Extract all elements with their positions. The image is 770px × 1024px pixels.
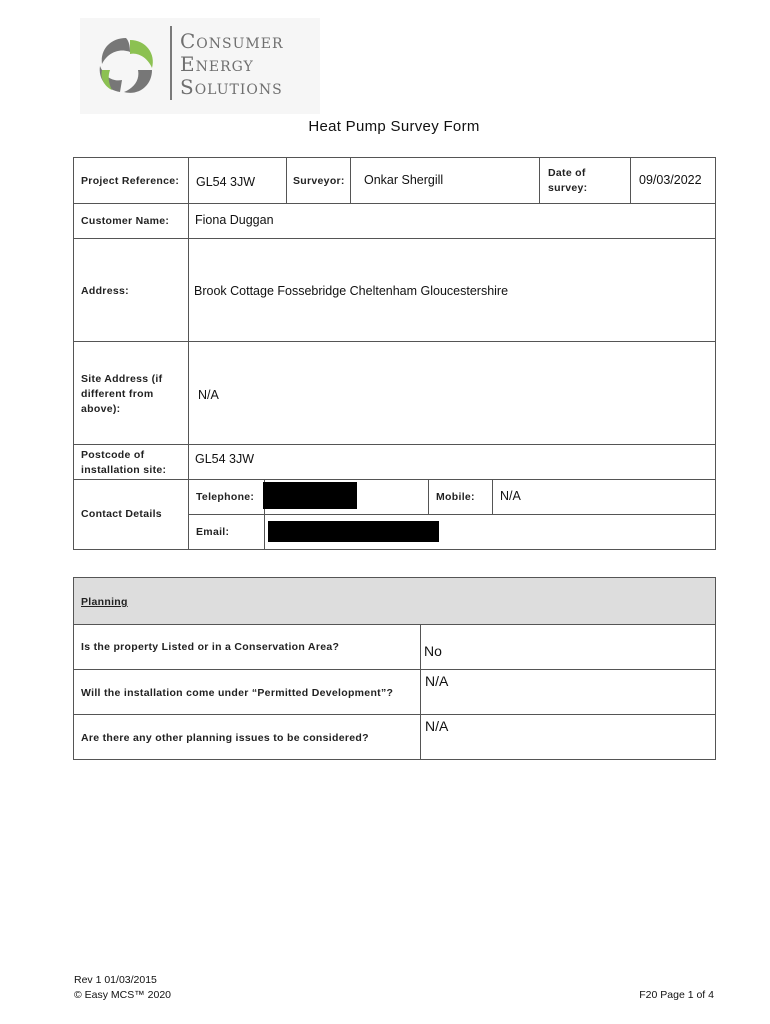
site-address-label <box>81 372 162 417</box>
telephone-label: Telephone: <box>196 491 255 503</box>
date-label-line-1: Date of <box>548 167 586 179</box>
planning-question-cell <box>73 714 421 760</box>
site-address-value: N/A <box>198 388 219 402</box>
postcode-label <box>81 448 166 478</box>
form-title: Heat Pump Survey Form <box>308 118 480 135</box>
customer-name-label-cell <box>73 203 189 239</box>
telephone-label-cell <box>188 479 265 515</box>
project-reference-field[interactable] <box>188 157 287 204</box>
planning-answer: N/A <box>425 718 449 734</box>
address-field[interactable] <box>188 238 716 342</box>
logo-divider <box>170 26 172 100</box>
site-address-label-line-1: Site Address (if <box>81 373 163 385</box>
address-label-cell <box>73 238 189 342</box>
postcode-label-cell <box>73 444 189 480</box>
surveyor-value: Onkar Shergill <box>364 173 444 187</box>
planning-answer: No <box>424 643 442 659</box>
logo-line-3: Solutions <box>180 75 283 99</box>
logo-line-2: Energy <box>180 52 254 76</box>
address-label: Address: <box>81 285 129 297</box>
email-label: Email: <box>196 526 230 538</box>
planning-heading: Planning <box>81 596 128 608</box>
planning-answer-field[interactable] <box>420 669 716 715</box>
address-value: Brook Cottage Fossebridge Cheltenham Gloucestershire <box>194 284 509 298</box>
planning-question: Will the installation come under “Permitted Development”? <box>81 687 394 699</box>
project-reference-label-cell <box>73 157 189 204</box>
mobile-field[interactable] <box>492 479 716 515</box>
swirl-logo-icon <box>90 30 162 102</box>
planning-question: Is the property Listed or in a Conservation Area? <box>81 641 340 653</box>
date-field[interactable] <box>630 157 716 204</box>
planning-question-cell <box>73 669 421 715</box>
planning-header <box>73 577 716 625</box>
postcode-label-line-1: Postcode of <box>81 449 145 461</box>
email-field[interactable] <box>264 514 716 550</box>
postcode-value: GL54 3JW <box>195 452 255 466</box>
planning-answer-field[interactable] <box>420 714 716 760</box>
planning-question: Are there any other planning issues to be considered? <box>81 732 369 744</box>
mobile-value: N/A <box>500 489 521 503</box>
postcode-field[interactable] <box>188 444 716 480</box>
project-reference-value: GL54 3JW <box>196 175 256 189</box>
telephone-redaction <box>263 482 357 509</box>
customer-name-label: Customer Name: <box>81 215 170 227</box>
logo-wordmark <box>180 30 284 99</box>
mobile-label: Mobile: <box>436 491 475 503</box>
mobile-label-cell <box>428 479 493 515</box>
footer-left <box>74 973 171 1003</box>
planning-question-cell <box>73 624 421 670</box>
footer-page-number: F20 Page 1 of 4 <box>639 989 714 1001</box>
email-redaction <box>268 521 439 542</box>
customer-name-field[interactable] <box>188 203 716 239</box>
date-label-cell <box>539 157 631 204</box>
customer-name-value: Fiona Duggan <box>195 213 274 227</box>
footer-copyright: © Easy MCS™ 2020 <box>74 989 172 1001</box>
email-label-cell <box>188 514 265 550</box>
planning-answer-field[interactable] <box>420 624 716 670</box>
planning-answer: N/A <box>425 673 449 689</box>
telephone-field[interactable] <box>264 479 429 515</box>
logo-line-1: Consumer <box>180 29 284 53</box>
site-address-label-line-2: different from <box>81 388 154 400</box>
date-label <box>548 166 587 196</box>
project-reference-label: Project Reference: <box>81 175 180 187</box>
surveyor-field[interactable] <box>350 157 540 204</box>
site-address-label-cell <box>73 341 189 445</box>
contact-details-label: Contact Details <box>81 508 162 520</box>
surveyor-label: Surveyor: <box>293 175 345 187</box>
contact-details-label-cell <box>73 479 189 550</box>
footer-revision: Rev 1 01/03/2015 <box>74 974 157 986</box>
site-address-field[interactable] <box>188 341 716 445</box>
postcode-label-line-2: installation site: <box>81 464 167 476</box>
site-address-label-line-3: above): <box>81 403 121 415</box>
surveyor-label-cell <box>286 157 351 204</box>
date-value: 09/03/2022 <box>639 173 702 187</box>
date-label-line-2: survey: <box>548 182 588 194</box>
